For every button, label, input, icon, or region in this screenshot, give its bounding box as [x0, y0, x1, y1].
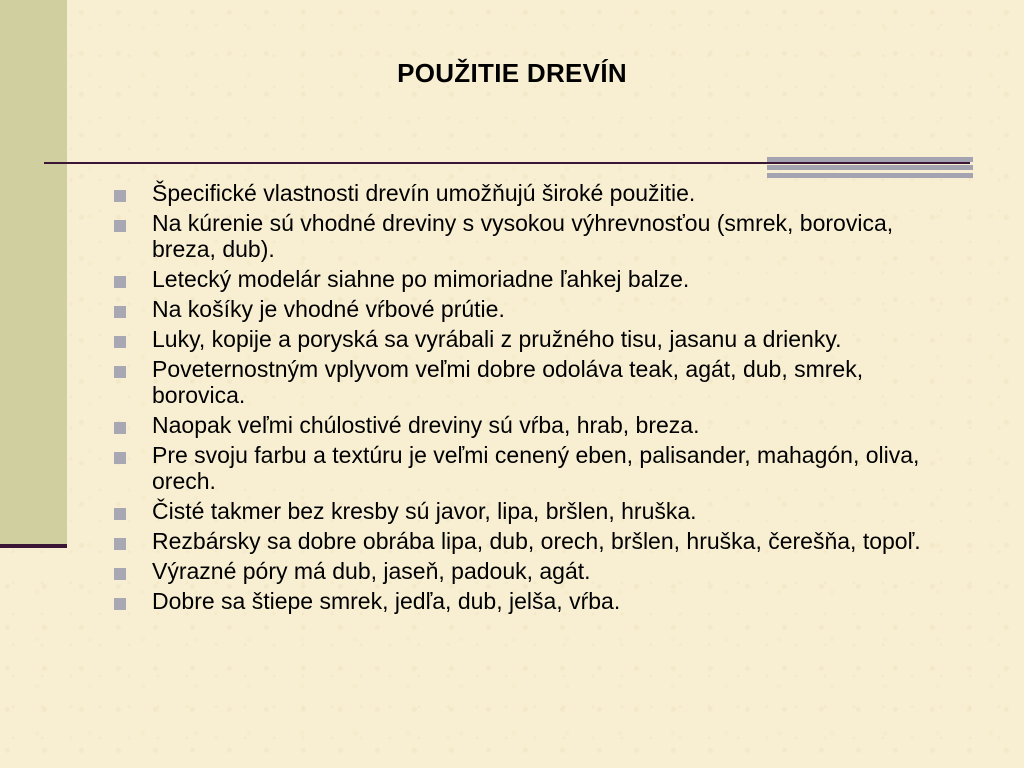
bullet-text: Luky, kopije a poryská sa vyrábali z pružného tisu, jasanu a drienky. [152, 326, 842, 352]
list-item [114, 442, 934, 494]
bullet-text: Výrazné póry má dub, jaseň, padouk, agát. [152, 558, 591, 584]
list-item [114, 558, 934, 584]
bullet-text: Rezbársky sa dobre obrába lipa, dub, orech, bršlen, hruška, čerešňa, topoľ. [152, 528, 921, 554]
bullet-text: Letecký modelár siahne po mimoriadne ľahkej balze. [152, 266, 690, 292]
square-bullet-icon [114, 336, 126, 348]
list-item [114, 326, 934, 352]
list-item [114, 180, 934, 206]
list-item [114, 210, 934, 262]
square-bullet-icon [114, 422, 126, 434]
bullet-text: Na košíky je vhodné vŕbové prútie. [152, 296, 505, 322]
accent-bar [767, 165, 973, 170]
square-bullet-icon [114, 190, 126, 202]
bullet-text: Špecifické vlastnosti drevín umožňujú široké použitie. [152, 180, 696, 206]
list-item [114, 588, 934, 614]
list-item [114, 266, 934, 292]
list-item [114, 528, 934, 554]
square-bullet-icon [114, 366, 126, 378]
bullet-text: Dobre sa štiepe smrek, jedľa, dub, jelša, vŕba. [152, 588, 621, 614]
bullet-text: Na kúrenie sú vhodné dreviny s vysokou výhrevnosťou (smrek, borovica, breza, dub). [152, 210, 894, 262]
accent-bars [767, 157, 973, 179]
square-bullet-icon [114, 568, 126, 580]
accent-bar [767, 173, 973, 178]
square-bullet-icon [114, 598, 126, 610]
square-bullet-icon [114, 306, 126, 318]
list-item [114, 356, 934, 408]
list-item [114, 412, 934, 438]
accent-bar [767, 157, 973, 162]
bullet-list [114, 180, 934, 618]
bullet-text: Pre svoju farbu a textúru je veľmi cenený eben, palisander, mahagón, oliva, orech. [152, 442, 920, 494]
square-bullet-icon [114, 220, 126, 232]
bullet-text: Čisté takmer bez kresby sú javor, lipa, bršlen, hruška. [152, 498, 697, 524]
square-bullet-icon [114, 508, 126, 520]
slide-title: POUŽITIE DREVÍN [397, 58, 627, 88]
square-bullet-icon [114, 452, 126, 464]
bullet-text: Naopak veľmi chúlostivé dreviny sú vŕba, hrab, breza. [152, 412, 700, 438]
bullet-text: Poveternostným vplyvom veľmi dobre odoláva teak, agát, dub, smrek, borovica. [152, 356, 864, 408]
list-item [114, 296, 934, 322]
square-bullet-icon [114, 276, 126, 288]
list-item [114, 498, 934, 524]
left-bar-rule [0, 544, 67, 548]
square-bullet-icon [114, 538, 126, 550]
